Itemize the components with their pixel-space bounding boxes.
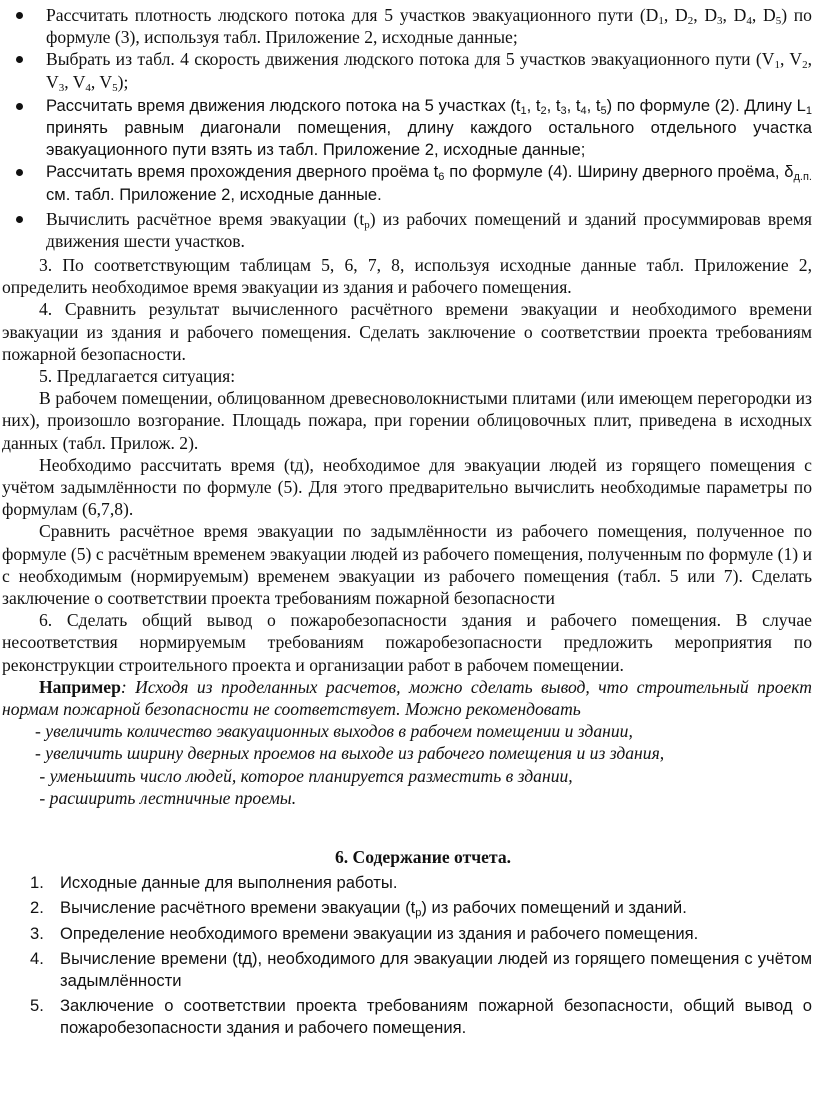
recommendation-1: - увеличить количество эвакуационных выходов в рабочем помещении и здании, xyxy=(35,721,633,742)
bullet-icon xyxy=(16,216,23,223)
paragraph-6: 6. Сделать общий вывод о пожаробезопасности здания и рабочего помещения. В случае несоответствия нормируемым требованиям пожаробезопасности предложить мероприятия по реконструкции строительного проекта и организации работ в рабочем помещении. xyxy=(2,610,812,675)
example-label: Например xyxy=(39,676,121,697)
report-contents-section xyxy=(0,846,816,1040)
paragraph-4: 4. Сравнить результат вычисленного расчётного времени эвакуации и необходимого времени эвакуации из здания и рабочего помещения. Сделать заключение о соответствии проекта требованиям пожарной безопасности. xyxy=(2,299,812,364)
list-number: 4. xyxy=(30,948,44,968)
paragraph-5-task: Необходимо рассчитать время (tд), необходимое для эвакуации людей из горящего помещения с учётом задымлённости по формуле (5). Для этого предварительно вычислить необходимые параметры по формулам (6,7,8). xyxy=(2,454,812,520)
bullet-list xyxy=(0,4,816,252)
bullet-icon xyxy=(16,12,23,19)
bullet-text: Вычислить расчётное время эвакуации $(t_р)$ из рабочих помещений и зданий просуммировав время движения шести участков. xyxy=(46,208,812,252)
report-contents-list xyxy=(0,872,816,1039)
body-text xyxy=(0,254,816,809)
list-text: Вычисление расчётного времени эвакуации $(t_р)$ из рабочих помещений и зданий. xyxy=(60,898,687,920)
list-number: 2. xyxy=(30,898,44,918)
list-item xyxy=(0,872,816,894)
bullet-item-evacuation xyxy=(0,208,816,252)
list-text: Заключение о соответствии проекта требованиям пожарной безопасности, общий вывод о пожаробезопасности здания и рабочего помещения. xyxy=(60,996,812,1038)
list-item xyxy=(0,897,816,919)
list-text: Вычисление времени (tд), необходимого для эвакуации людей из горящего помещения с учётом задымлённости xyxy=(60,948,812,991)
bullet-text: Рассчитать плотность людского потока для 5 участков эвакуационного пути ($D_1$, $D_2$, $D_3$, $D_4$, $D_5$) по формуле (3), используя табл. Приложение 2, исходные данные; xyxy=(46,5,812,48)
bullet-item-time xyxy=(0,95,816,162)
list-number: 5. xyxy=(30,996,44,1016)
bullet-text: Выбрать из табл. 4 скорость движения людского потока для 5 участков эвакуационного пути ($V_1$, $V_2$, $V_3$, $V_4$, $V_5$); xyxy=(46,49,812,94)
list-item xyxy=(0,995,816,1039)
recommendation-3: - уменьшить число людей, которое планируется разместить в здании, xyxy=(35,765,573,786)
bullet-icon xyxy=(16,103,23,110)
bullet-item-speed xyxy=(0,48,816,92)
list-item xyxy=(0,948,816,992)
section-title: 6. Содержание отчета. xyxy=(334,847,512,867)
paragraph-5-compare: Сравнить расчётное время эвакуации по задымлённости из рабочего помещения, полученное по формуле (5) с расчётным временем эвакуации людей из рабочего помещения, полученным по формуле (1) и с необходимым (нормируемым) временем эвакуации из рабочего помещения (табл. 5 или 7). Сделать заключение о соответствии проекта требованиям пожарной безопасности xyxy=(2,521,812,609)
paragraph-3: 3. По соответствующим таблицам 5, 6, 7, 8, используя исходные данные табл. Приложение 2, определить необходимое время эвакуации из здания и рабочего помещения. xyxy=(2,255,812,298)
example-text: : Исходя из проделанных расчетов, можно сделать вывод, что строительный проект нормам пожарной безопасности не соответствует. Можно рекомендовать xyxy=(2,676,812,720)
list-text: Исходные данные для выполнения работы. xyxy=(60,873,398,893)
list-number: 1. xyxy=(30,873,44,893)
list-text: Определение необходимого времени эвакуации из здания и рабочего помещения. xyxy=(60,923,699,943)
example-paragraph xyxy=(0,676,816,720)
bullet-icon xyxy=(16,56,23,63)
bullet-icon xyxy=(16,169,23,176)
list-item xyxy=(0,923,816,945)
paragraph-5: 5. Предлагается ситуация: xyxy=(39,366,236,387)
bullet-item-doorway xyxy=(0,161,816,205)
paragraph-5-situation: В рабочем помещении, облицованном древесноволокнистыми плитами (или имеющем перегородки из них), произошло возгорание. Площадь пожара, при горении облицовочных плит, приведена в исходных данных (табл. Прилож. 2). xyxy=(2,388,812,453)
recommendation-4: - расширить лестничные проемы. xyxy=(35,787,297,808)
bullet-text: Рассчитать время движения людского потока на 5 участках ($t_1$, $t_2$, $t_3$, $t_4$, $t_5$) по формуле (2). Длину $L_1$ принять равным диагонали помещения, длину каждого остального отдельного участка эвакуационного пути взять из табл. Приложение 2, исходные данные; xyxy=(46,95,812,160)
list-number: 3. xyxy=(30,923,44,943)
bullet-item-density xyxy=(0,4,816,48)
bullet-text: Рассчитать время прохождения дверного проёма $t_6$ по формуле (4). Ширину дверного проёма, $\delta_{д.п.}$ см. табл. Приложение 2, исходные данные. xyxy=(46,162,812,204)
recommendation-2: - увеличить ширину дверных проемов на выходе из рабочего помещения и из здания, xyxy=(35,743,665,764)
